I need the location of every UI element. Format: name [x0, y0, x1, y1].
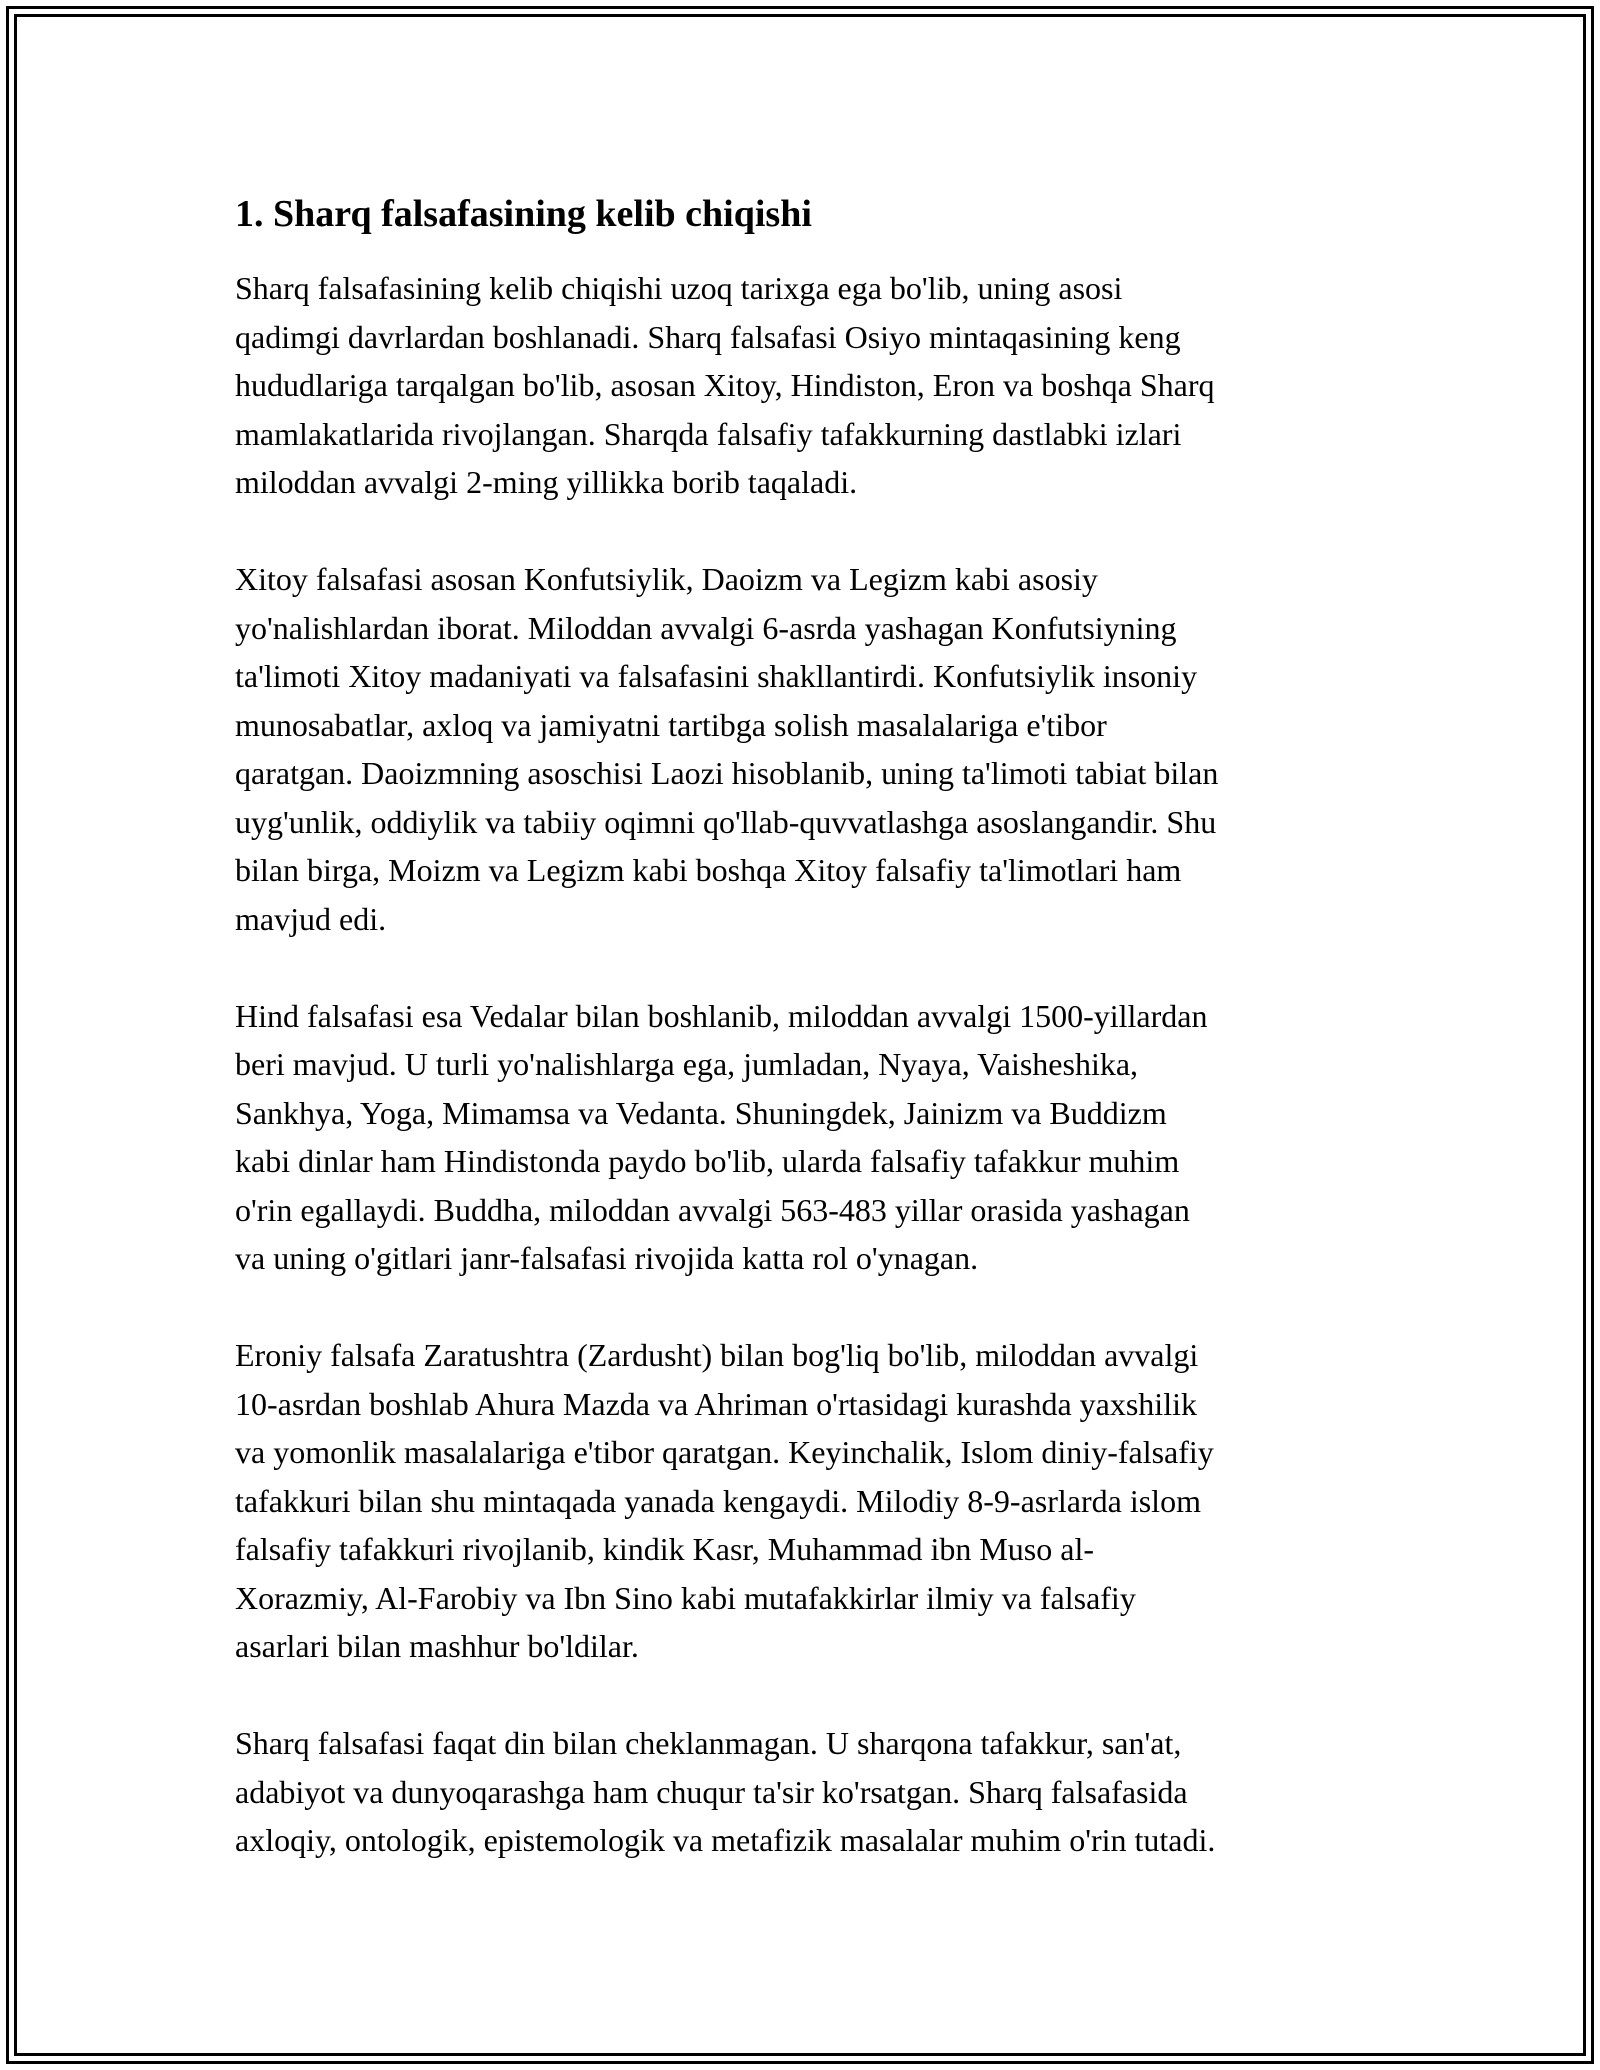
- paragraph: [235, 1331, 1375, 1671]
- paragraph: [235, 555, 1375, 943]
- paragraph-line: kabi dinlar ham Hindistonda paydo bo'lib, ularda falsafiy tafakkur muhim: [235, 1143, 1180, 1179]
- paragraph-line: miloddan avvalgi 2-ming yillikka borib taqaladi.: [235, 464, 858, 500]
- paragraph-line: beri mavjud. U turli yo'nalishlarga ega, jumladan, Nyaya, Vaisheshika,: [235, 1046, 1139, 1082]
- paragraph-line: qaratgan. Daoizmning asoschisi Laozi hisoblanib, uning ta'limoti tabiat bilan: [235, 755, 1219, 791]
- paragraph-line: munosabatlar, axloq va jamiyatni tartibga solish masalalariga e'tibor: [235, 706, 1107, 743]
- paragraph-line: yo'nalishlardan iborat. Miloddan avvalgi 6-asrda yashagan Konfutsiyning: [235, 609, 1177, 646]
- paragraph-line: mavjud edi.: [235, 900, 387, 937]
- paragraph-line: asarlari bilan mashhur bo'ldilar.: [235, 1628, 639, 1664]
- paragraph-line: qadimgi davrlardan boshlanadi. Sharq falsafasi Osiyo mintaqasining keng: [235, 318, 1181, 355]
- paragraph-line: uyg'unlik, oddiylik va tabiiy oqimni qo'llab-quvvatlashga asoslangandir. Shu: [235, 803, 1217, 840]
- paragraph-list: [235, 264, 1375, 1865]
- paragraph-line: Xitoy falsafasi asosan Konfutsiylik, Daoizm va Legizm kabi asosiy: [235, 561, 1098, 597]
- paragraph: [235, 1719, 1375, 1865]
- paragraph-line: adabiyot va dunyoqarashga ham chuqur ta'sir ko'rsatgan. Sharq falsafasida: [235, 1773, 1188, 1810]
- paragraph: [235, 992, 1375, 1283]
- paragraph-line: ta'limoti Xitoy madaniyati va falsafasini shakllantirdi. Konfutsiylik insoniy: [235, 658, 1198, 694]
- section-title: 1. Sharq falsafasining kelib chiqishi: [235, 193, 812, 235]
- paragraph-line: 10-asrdan boshlab Ahura Mazda va Ahriman o'rtasidagi kurashda yaxshilik: [235, 1385, 1197, 1422]
- paragraph-line: o'rin egallaydi. Buddha, miloddan avvalgi 563-483 yillar orasida yashagan: [235, 1191, 1190, 1228]
- paragraph: [235, 264, 1375, 507]
- document-body: [235, 186, 1375, 1913]
- paragraph-line: Eroniy falsafa Zaratushtra (Zardusht) bilan bog'liq bo'lib, miloddan avvalgi: [235, 1337, 1199, 1373]
- paragraph-line: Xorazmiy, Al-Farobiy va Ibn Sino kabi mutafakkirlar ilmiy va falsafiy: [235, 1579, 1136, 1616]
- paragraph-line: mamlakatlarida rivojlangan. Sharqda falsafiy tafakkurning dastlabki izlari: [235, 415, 1182, 452]
- paragraph-line: Sharq falsafasining kelib chiqishi uzoq tarixga ega bo'lib, uning asosi: [235, 270, 1123, 306]
- paragraph-line: va uning o'gitlari janr-falsafasi rivojida katta rol o'ynagan.: [235, 1240, 979, 1276]
- paragraph-line: Sharq falsafasi faqat din bilan cheklanmagan. U sharqona tafakkur, san'at,: [235, 1725, 1182, 1761]
- paragraph-line: falsafiy tafakkuri rivojlanib, kindik Kasr, Muhammad ibn Muso al-: [235, 1531, 1094, 1567]
- paragraph-line: va yomonlik masalalariga e'tibor qaratgan. Keyinchalik, Islom diniy-falsafiy: [235, 1434, 1214, 1470]
- paragraph-line: tafakkuri bilan shu mintaqada yanada kengaydi. Milodiy 8-9-asrlarda islom: [235, 1482, 1201, 1519]
- paragraph-line: Hind falsafasi esa Vedalar bilan boshlanib, miloddan avvalgi 1500-yillardan: [235, 997, 1208, 1034]
- paragraph-line: hududlariga tarqalgan bo'lib, asosan Xitoy, Hindiston, Eron va boshqa Sharq: [235, 367, 1215, 403]
- paragraph-line: bilan birga, Moizm va Legizm kabi boshqa Xitoy falsafiy ta'limotlari ham: [235, 852, 1182, 888]
- paragraph-line: axloqiy, ontologik, epistemologik va metafizik masalalar muhim o'rin tutadi.: [235, 1822, 1216, 1858]
- paragraph-line: Sankhya, Yoga, Mimamsa va Vedanta. Shuningdek, Jainizm va Buddizm: [235, 1094, 1167, 1131]
